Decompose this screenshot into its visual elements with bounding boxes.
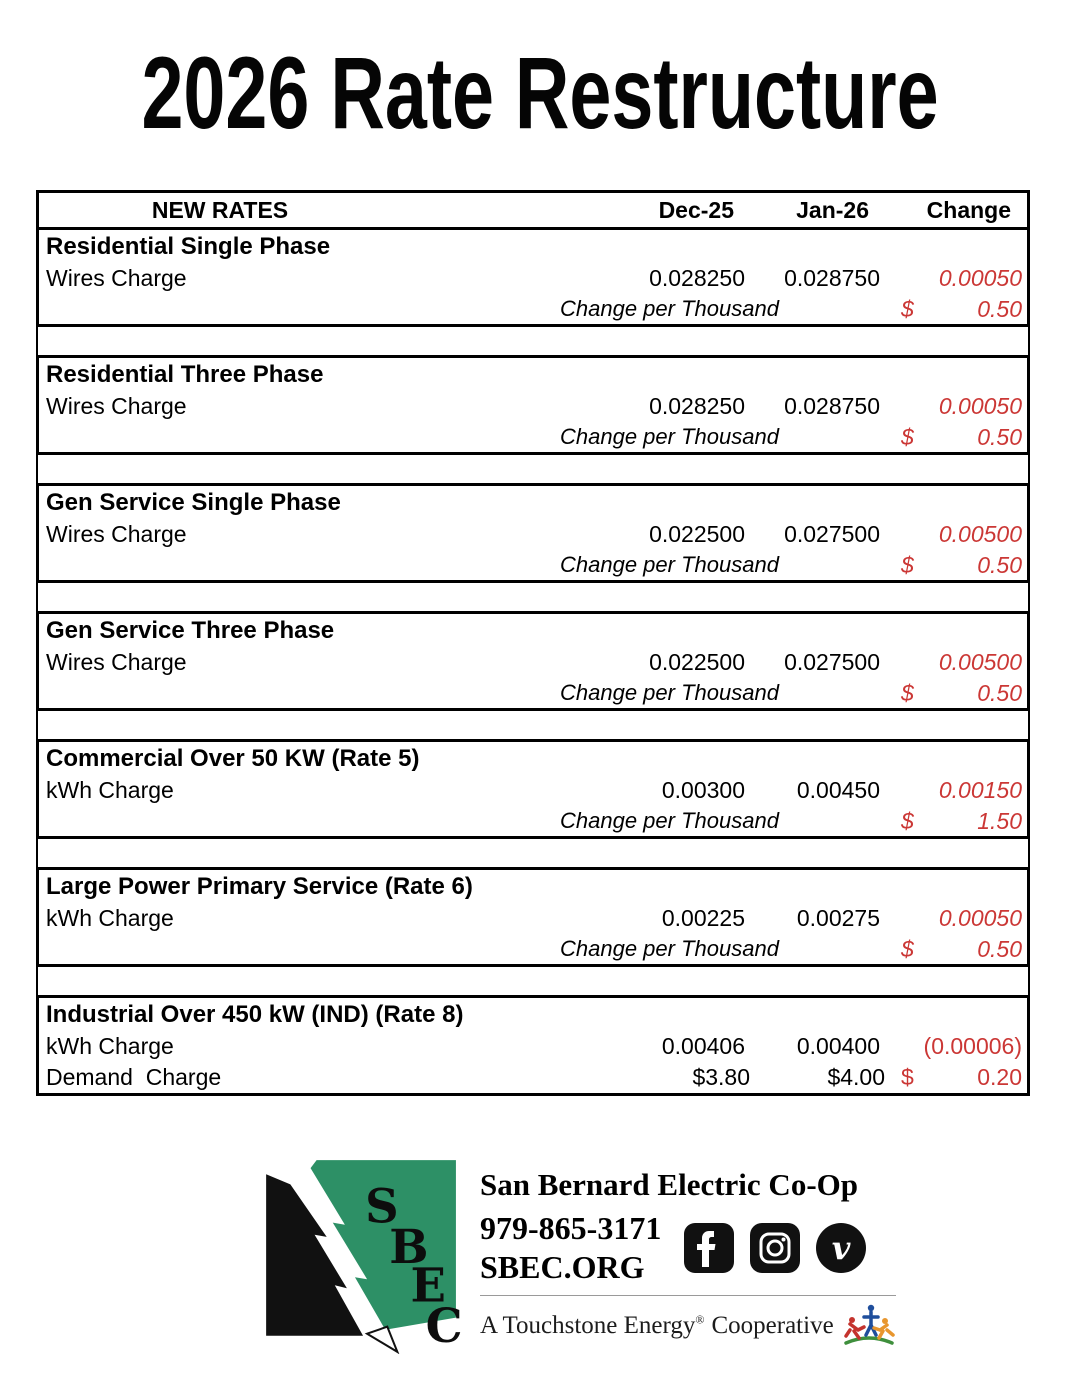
amount-value: 0.50 [977,935,1022,962]
rate-row [39,775,1027,806]
section-gen-service-three-phase [36,611,1030,711]
section-title: Gen Service Single Phase [46,488,341,516]
rate-row [39,903,1027,934]
rate-change-value: 0.00050 [938,265,1022,292]
currency-symbol: $ [901,807,914,834]
change-per-thousand-label: Change per Thousand [560,936,779,962]
section-title-row [39,486,1027,519]
amount-value: 0.50 [977,423,1022,450]
rate-label: Wires Charge [46,521,187,548]
section-title: Gen Service Three Phase [46,616,335,644]
currency-symbol: $ [901,551,914,578]
table-gap-row [36,839,1030,867]
rate-label: Demand Charge [46,1064,222,1091]
rate-change-value: (0.00006) [923,1033,1022,1060]
section-residential-three-phase [36,355,1030,455]
touchstone-figure-red [846,1317,864,1338]
tagline-registered-mark: ® [695,1312,705,1327]
amount-value: 0.50 [977,295,1022,322]
section-title-row [39,358,1027,391]
table-gap-row [36,967,1030,995]
currency-symbol: $ [901,679,914,706]
section-gen-service-single-phase [36,483,1030,583]
rate-change-value: 0.00050 [938,905,1022,932]
sbec-letter-e: E [410,1257,446,1313]
amount-value: 1.50 [977,807,1022,834]
sbec-logo [252,1158,464,1354]
rate-jan-value: 0.028750 [784,265,880,292]
rate-jan-value: $4.00 [827,1064,885,1091]
rate-row [39,1031,1027,1062]
rate-jan-value: 0.00400 [796,1033,880,1060]
table-gap-row [36,327,1030,355]
rate-change-value: 0.00500 [938,649,1022,676]
touchstone-energy-logo [842,1303,896,1349]
section-title: Residential Single Phase [46,232,331,260]
instagram-icon [749,1222,801,1274]
footer [252,1158,1080,1354]
rate-change-value: 0.00050 [938,393,1022,420]
change-per-thousand-row [39,550,1027,580]
header-change: Change [926,196,1011,223]
section-title: Residential Three Phase [46,360,324,388]
page-title: 2026 Rate Restructure [141,36,939,150]
social-icons [683,1222,867,1274]
phone-number: 979-865-3171 [480,1209,662,1246]
change-per-thousand-amount [885,808,1027,835]
amount-value: 0.20 [977,1064,1022,1091]
rate-row [39,647,1027,678]
section-title-row [39,742,1027,775]
change-per-thousand-amount [885,424,1027,451]
rate-jan-value: 0.00450 [796,777,880,804]
rate-label: Wires Charge [46,649,187,676]
tagline-cooperative: Cooperative [711,1312,834,1340]
currency-symbol: $ [901,295,914,322]
rate-row [39,519,1027,550]
rate-label: kWh Charge [46,1033,174,1060]
rate-jan-value: 0.027500 [784,649,880,676]
section-title-row [39,998,1027,1031]
footer-contact-row [480,1209,896,1287]
currency-symbol: $ [901,935,914,962]
change-per-thousand-row [39,294,1027,324]
rate-dec-value: 0.00406 [661,1033,745,1060]
rate-row [39,263,1027,294]
sbec-letter-b: B [389,1219,429,1275]
currency-symbol: $ [901,1064,914,1091]
change-per-thousand-label: Change per Thousand [560,552,779,578]
rate-dec-value: 0.028250 [649,265,745,292]
section-title-row [39,614,1027,647]
section-commercial-over-50kw [36,739,1030,839]
change-per-thousand-amount [885,936,1027,963]
currency-symbol: $ [901,423,914,450]
rate-change-amount [885,1064,1027,1091]
rate-label: kWh Charge [46,905,174,932]
change-per-thousand-label: Change per Thousand [560,296,779,322]
rate-dec-value: 0.022500 [649,649,745,676]
rate-dec-value: $3.80 [692,1064,750,1091]
change-per-thousand-row [39,806,1027,836]
amount-value: 0.50 [977,551,1022,578]
rate-dec-value: 0.022500 [649,521,745,548]
rates-table [36,190,1030,1096]
section-title: Industrial Over 450 kW (IND) (Rate 8) [46,1000,464,1028]
header-new-rates: NEW RATES [151,196,289,223]
section-industrial-over-450kw [36,995,1030,1096]
rate-jan-value: 0.027500 [784,521,880,548]
rate-jan-value: 0.028750 [784,393,880,420]
change-per-thousand-row [39,678,1027,708]
change-per-thousand-amount [885,296,1027,323]
table-gap-row [36,455,1030,483]
header-dec-25: Dec-25 [658,196,734,223]
table-gap-row [36,711,1030,739]
section-title-row [39,870,1027,903]
tagline-brand: A Touchstone Energy [480,1312,696,1340]
contact-block [480,1209,661,1287]
touchstone-tagline [480,1312,834,1340]
rate-row [39,1062,1027,1093]
company-name: San Bernard Electric Co-Op [480,1167,858,1203]
rate-dec-value: 0.00225 [661,905,745,932]
sbec-letter-c: C [425,1298,463,1354]
change-per-thousand-label: Change per Thousand [560,424,779,450]
sbec-logo-bolt-tip [367,1327,397,1352]
rate-label: Wires Charge [46,393,187,420]
table-gap-row [36,583,1030,611]
rate-change-value: 0.00150 [938,777,1022,804]
website-url: SBEC.ORG [480,1249,645,1286]
vimeo-icon [815,1222,867,1274]
rate-label: Wires Charge [46,265,187,292]
change-per-thousand-amount [885,680,1027,707]
section-title-row [39,230,1027,263]
amount-value: 0.50 [977,679,1022,706]
footer-text-block [480,1158,896,1349]
facebook-icon [683,1222,735,1274]
section-title: Large Power Primary Service (Rate 6) [46,872,473,900]
table-header-row [36,190,1030,227]
rate-row [39,391,1027,422]
rate-label: kWh Charge [46,777,174,804]
change-per-thousand-label: Change per Thousand [560,808,779,834]
section-title: Commercial Over 50 KW (Rate 5) [46,744,420,772]
rate-dec-value: 0.00300 [661,777,745,804]
touchstone-row [480,1295,896,1349]
section-large-power-primary [36,867,1030,967]
change-per-thousand-row [39,934,1027,964]
header-jan-26: Jan-26 [796,196,869,223]
rate-jan-value: 0.00275 [796,905,880,932]
rate-dec-value: 0.028250 [649,393,745,420]
section-residential-single-phase [36,227,1030,327]
sbec-letter-s: S [365,1178,399,1234]
change-per-thousand-row [39,422,1027,452]
vimeo-v-glyph: v [832,1229,851,1268]
change-per-thousand-amount [885,552,1027,579]
change-per-thousand-label: Change per Thousand [560,680,779,706]
rate-change-value: 0.00500 [938,521,1022,548]
